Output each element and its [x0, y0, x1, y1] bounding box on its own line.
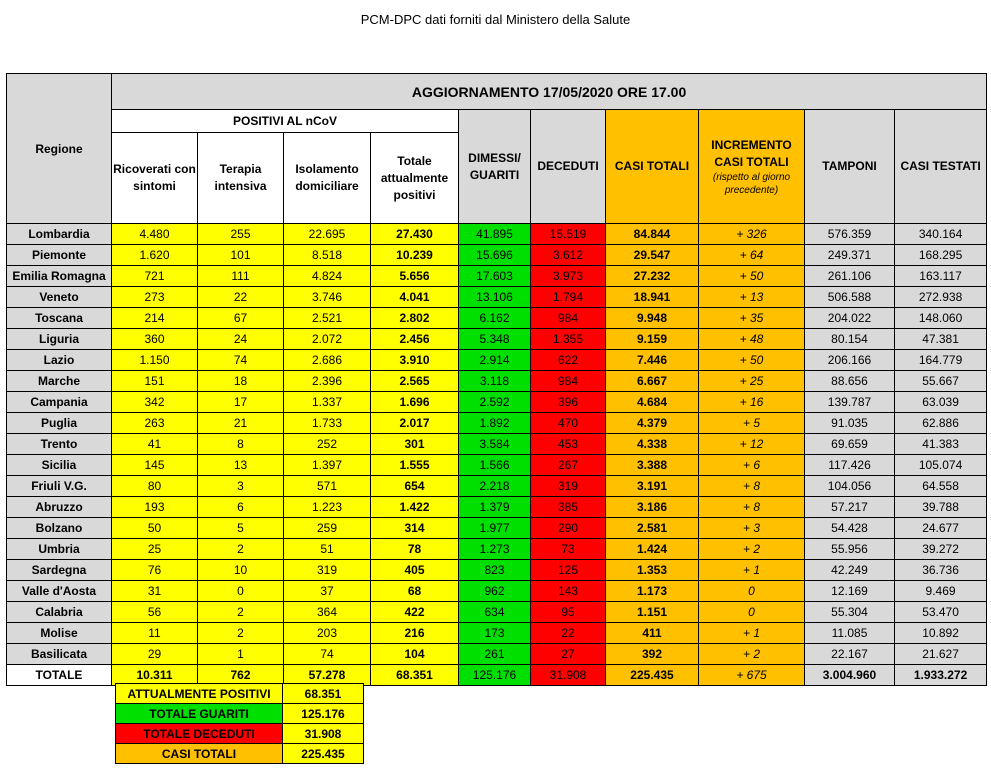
- cell-tamponi: 80.154: [805, 329, 895, 350]
- cell-dimessi: 962: [459, 581, 531, 602]
- cell-regione: Trento: [7, 434, 112, 455]
- cell-ricoverati: 4.480: [112, 224, 198, 245]
- cell-regione: Marche: [7, 371, 112, 392]
- table-row: [7, 476, 987, 497]
- cell-totale: 68.351: [371, 665, 459, 686]
- cell-incremento: + 13: [699, 287, 805, 308]
- cell-regione: Emilia Romagna: [7, 266, 112, 287]
- table-row: [7, 350, 987, 371]
- cell-terapia: 67: [198, 308, 284, 329]
- cell-incremento: + 50: [699, 350, 805, 371]
- cell-tamponi: 12.169: [805, 581, 895, 602]
- cell-testati: 164.779: [895, 350, 987, 371]
- summary-row: [116, 744, 364, 764]
- header-incremento-label: INCREMENTO CASI TOTALI: [711, 137, 792, 169]
- cell-deceduti: 125: [531, 560, 606, 581]
- cell-regione: Campania: [7, 392, 112, 413]
- cell-incremento: + 6: [699, 455, 805, 476]
- cell-terapia: 5: [198, 518, 284, 539]
- cell-ricoverati: 721: [112, 266, 198, 287]
- cell-tamponi: 139.787: [805, 392, 895, 413]
- cell-casi: 1.424: [606, 539, 699, 560]
- covid-data-table: [6, 73, 987, 686]
- table-row: [7, 497, 987, 518]
- cell-tamponi: 261.106: [805, 266, 895, 287]
- cell-tamponi: 55.956: [805, 539, 895, 560]
- cell-incremento: + 2: [699, 644, 805, 665]
- cell-tamponi: 11.085: [805, 623, 895, 644]
- cell-isolamento: 1.733: [284, 413, 371, 434]
- cell-casi: 84.844: [606, 224, 699, 245]
- cell-ricoverati: 11: [112, 623, 198, 644]
- cell-tamponi: 204.022: [805, 308, 895, 329]
- summary-row: [116, 704, 364, 724]
- cell-deceduti: 31.908: [531, 665, 606, 686]
- cell-casi: 9.159: [606, 329, 699, 350]
- cell-dimessi: 13.106: [459, 287, 531, 308]
- table-row: [7, 455, 987, 476]
- summary-label: TOTALE DECEDUTI: [116, 724, 283, 744]
- summary-value: 225.435: [283, 744, 364, 764]
- cell-tamponi: 88.656: [805, 371, 895, 392]
- cell-regione: Veneto: [7, 287, 112, 308]
- cell-incremento: + 12: [699, 434, 805, 455]
- cell-isolamento: 1.337: [284, 392, 371, 413]
- cell-testati: 105.074: [895, 455, 987, 476]
- cell-totale: 1.555: [371, 455, 459, 476]
- cell-testati: 36.736: [895, 560, 987, 581]
- cell-tamponi: 69.659: [805, 434, 895, 455]
- cell-incremento: + 1: [699, 560, 805, 581]
- cell-terapia: 0: [198, 581, 284, 602]
- cell-terapia: 10: [198, 560, 284, 581]
- header-incremento-note: (rispetto al giorno precedente): [712, 171, 791, 196]
- cell-deceduti: 1.794: [531, 287, 606, 308]
- cell-regione: Calabria: [7, 602, 112, 623]
- cell-casi: 7.446: [606, 350, 699, 371]
- cell-totale: 654: [371, 476, 459, 497]
- cell-tamponi: 42.249: [805, 560, 895, 581]
- cell-testati: 53.470: [895, 602, 987, 623]
- cell-totale: 10.239: [371, 245, 459, 266]
- header-totale-positivi: Totale attualmente positivi: [371, 133, 459, 224]
- cell-deceduti: 73: [531, 539, 606, 560]
- cell-casi: 6.667: [606, 371, 699, 392]
- cell-tamponi: 206.166: [805, 350, 895, 371]
- cell-terapia: 17: [198, 392, 284, 413]
- cell-terapia: 74: [198, 350, 284, 371]
- cell-totale: 27.430: [371, 224, 459, 245]
- header-ricoverati: Ricoverati con sintomi: [112, 133, 198, 224]
- cell-testati: 24.677: [895, 518, 987, 539]
- cell-incremento: 0: [699, 602, 805, 623]
- cell-testati: 62.886: [895, 413, 987, 434]
- cell-isolamento: 2.686: [284, 350, 371, 371]
- cell-incremento: + 2: [699, 539, 805, 560]
- cell-terapia: 762: [198, 665, 284, 686]
- cell-deceduti: 3.612: [531, 245, 606, 266]
- cell-terapia: 8: [198, 434, 284, 455]
- summary-row: [116, 684, 364, 704]
- cell-tamponi: 576.359: [805, 224, 895, 245]
- table-row: [7, 329, 987, 350]
- header-deceduti: DECEDUTI: [531, 110, 606, 224]
- cell-ricoverati: 263: [112, 413, 198, 434]
- cell-testati: 64.558: [895, 476, 987, 497]
- cell-terapia: 22: [198, 287, 284, 308]
- cell-testati: 47.381: [895, 329, 987, 350]
- cell-dimessi: 17.603: [459, 266, 531, 287]
- table-row: [7, 518, 987, 539]
- table-row: [7, 245, 987, 266]
- cell-incremento: + 8: [699, 476, 805, 497]
- cell-regione: Abruzzo: [7, 497, 112, 518]
- cell-casi: 1.173: [606, 581, 699, 602]
- cell-testati: 55.667: [895, 371, 987, 392]
- cell-dimessi: 3.584: [459, 434, 531, 455]
- cell-isolamento: 74: [284, 644, 371, 665]
- cell-totale: 422: [371, 602, 459, 623]
- summary-label: TOTALE GUARITI: [116, 704, 283, 724]
- cell-tamponi: 54.428: [805, 518, 895, 539]
- cell-dimessi: 634: [459, 602, 531, 623]
- cell-ricoverati: 1.620: [112, 245, 198, 266]
- cell-regione: Molise: [7, 623, 112, 644]
- cell-casi: 27.232: [606, 266, 699, 287]
- cell-dimessi: 3.118: [459, 371, 531, 392]
- cell-casi: 9.948: [606, 308, 699, 329]
- cell-deceduti: 984: [531, 308, 606, 329]
- cell-deceduti: 622: [531, 350, 606, 371]
- cell-regione: Umbria: [7, 539, 112, 560]
- cell-terapia: 101: [198, 245, 284, 266]
- cell-deceduti: 15.519: [531, 224, 606, 245]
- cell-testati: 39.788: [895, 497, 987, 518]
- cell-totale: 1.422: [371, 497, 459, 518]
- cell-ricoverati: 80: [112, 476, 198, 497]
- cell-isolamento: 571: [284, 476, 371, 497]
- cell-dimessi: 1.273: [459, 539, 531, 560]
- cell-tamponi: 104.056: [805, 476, 895, 497]
- cell-casi: 4.338: [606, 434, 699, 455]
- cell-deceduti: 319: [531, 476, 606, 497]
- cell-incremento: 0: [699, 581, 805, 602]
- cell-tamponi: 57.217: [805, 497, 895, 518]
- cell-casi: 2.581: [606, 518, 699, 539]
- table-row: [7, 434, 987, 455]
- header-casi-testati: CASI TESTATI: [895, 110, 987, 224]
- cell-dimessi: 125.176: [459, 665, 531, 686]
- cell-tamponi: 249.371: [805, 245, 895, 266]
- cell-regione: Lazio: [7, 350, 112, 371]
- cell-dimessi: 1.566: [459, 455, 531, 476]
- cell-dimessi: 261: [459, 644, 531, 665]
- cell-isolamento: 2.396: [284, 371, 371, 392]
- cell-deceduti: 290: [531, 518, 606, 539]
- header-incremento: [699, 110, 805, 224]
- cell-totale: 78: [371, 539, 459, 560]
- cell-casi: 3.388: [606, 455, 699, 476]
- cell-ricoverati: 76: [112, 560, 198, 581]
- table-row: [7, 392, 987, 413]
- cell-dimessi: 173: [459, 623, 531, 644]
- cell-ricoverati: 193: [112, 497, 198, 518]
- cell-tamponi: 91.035: [805, 413, 895, 434]
- cell-ricoverati: 273: [112, 287, 198, 308]
- cell-ricoverati: 31: [112, 581, 198, 602]
- cell-totale: 1.696: [371, 392, 459, 413]
- cell-totale: 314: [371, 518, 459, 539]
- header-dimessi: DIMESSI/ GUARITI: [459, 110, 531, 224]
- cell-regione: Toscana: [7, 308, 112, 329]
- cell-isolamento: 51: [284, 539, 371, 560]
- cell-isolamento: 37: [284, 581, 371, 602]
- cell-incremento: + 48: [699, 329, 805, 350]
- cell-ricoverati: 360: [112, 329, 198, 350]
- cell-regione: Sardegna: [7, 560, 112, 581]
- cell-deceduti: 95: [531, 602, 606, 623]
- cell-terapia: 111: [198, 266, 284, 287]
- cell-terapia: 1: [198, 644, 284, 665]
- cell-incremento: + 675: [699, 665, 805, 686]
- cell-isolamento: 319: [284, 560, 371, 581]
- cell-tamponi: 506.588: [805, 287, 895, 308]
- cell-regione: Basilicata: [7, 644, 112, 665]
- cell-testati: 63.039: [895, 392, 987, 413]
- cell-dimessi: 2.914: [459, 350, 531, 371]
- table-row: [7, 308, 987, 329]
- cell-incremento: + 16: [699, 392, 805, 413]
- cell-testati: 9.469: [895, 581, 987, 602]
- cell-regione: Puglia: [7, 413, 112, 434]
- header-isolamento: Isolamento domiciliare: [284, 133, 371, 224]
- cell-terapia: 2: [198, 539, 284, 560]
- cell-ricoverati: 145: [112, 455, 198, 476]
- cell-deceduti: 3.973: [531, 266, 606, 287]
- cell-dimessi: 2.592: [459, 392, 531, 413]
- cell-deceduti: 1.355: [531, 329, 606, 350]
- cell-terapia: 255: [198, 224, 284, 245]
- cell-incremento: + 35: [699, 308, 805, 329]
- cell-casi: 18.941: [606, 287, 699, 308]
- cell-isolamento: 1.223: [284, 497, 371, 518]
- cell-dimessi: 2.218: [459, 476, 531, 497]
- cell-totale: 3.910: [371, 350, 459, 371]
- cell-incremento: + 8: [699, 497, 805, 518]
- cell-terapia: 21: [198, 413, 284, 434]
- cell-isolamento: 3.746: [284, 287, 371, 308]
- cell-isolamento: 2.521: [284, 308, 371, 329]
- cell-testati: 39.272: [895, 539, 987, 560]
- summary-value: 68.351: [283, 684, 364, 704]
- cell-casi: 1.151: [606, 602, 699, 623]
- cell-deceduti: 27: [531, 644, 606, 665]
- table-row: [7, 581, 987, 602]
- cell-casi: 3.186: [606, 497, 699, 518]
- cell-casi: 29.547: [606, 245, 699, 266]
- table-row: [7, 602, 987, 623]
- header-casi-totali: CASI TOTALI: [606, 110, 699, 224]
- cell-dimessi: 41.895: [459, 224, 531, 245]
- cell-casi: 4.684: [606, 392, 699, 413]
- cell-incremento: + 326: [699, 224, 805, 245]
- cell-terapia: 24: [198, 329, 284, 350]
- cell-testati: 148.060: [895, 308, 987, 329]
- summary-label: CASI TOTALI: [116, 744, 283, 764]
- cell-isolamento: 4.824: [284, 266, 371, 287]
- cell-testati: 10.892: [895, 623, 987, 644]
- cell-deceduti: 385: [531, 497, 606, 518]
- cell-totale: 104: [371, 644, 459, 665]
- cell-regione: Liguria: [7, 329, 112, 350]
- table-row: [7, 266, 987, 287]
- cell-terapia: 18: [198, 371, 284, 392]
- table-row: [7, 560, 987, 581]
- cell-deceduti: 267: [531, 455, 606, 476]
- table-row: [7, 224, 987, 245]
- cell-testati: 272.938: [895, 287, 987, 308]
- cell-ricoverati: 41: [112, 434, 198, 455]
- cell-regione: Piemonte: [7, 245, 112, 266]
- cell-testati: 340.164: [895, 224, 987, 245]
- summary-label: ATTUALMENTE POSITIVI: [116, 684, 283, 704]
- cell-terapia: 2: [198, 623, 284, 644]
- cell-isolamento: 2.072: [284, 329, 371, 350]
- cell-ricoverati: 342: [112, 392, 198, 413]
- cell-totale: 4.041: [371, 287, 459, 308]
- cell-totale: 2.802: [371, 308, 459, 329]
- table-row: [7, 539, 987, 560]
- cell-incremento: + 5: [699, 413, 805, 434]
- cell-incremento: + 25: [699, 371, 805, 392]
- cell-ricoverati: 10.311: [112, 665, 198, 686]
- cell-casi: 225.435: [606, 665, 699, 686]
- cell-deceduti: 396: [531, 392, 606, 413]
- cell-totale: 2.456: [371, 329, 459, 350]
- cell-incremento: + 1: [699, 623, 805, 644]
- cell-ricoverati: 29: [112, 644, 198, 665]
- cell-tamponi: 117.426: [805, 455, 895, 476]
- cell-isolamento: 252: [284, 434, 371, 455]
- cell-tamponi: 22.167: [805, 644, 895, 665]
- cell-testati: 1.933.272: [895, 665, 987, 686]
- cell-casi: 3.191: [606, 476, 699, 497]
- cell-terapia: 3: [198, 476, 284, 497]
- table-row: [7, 371, 987, 392]
- cell-dimessi: 6.162: [459, 308, 531, 329]
- cell-testati: 163.117: [895, 266, 987, 287]
- cell-dimessi: 15.696: [459, 245, 531, 266]
- summary-value: 31.908: [283, 724, 364, 744]
- cell-ricoverati: 214: [112, 308, 198, 329]
- cell-dimessi: 1.977: [459, 518, 531, 539]
- cell-deceduti: 453: [531, 434, 606, 455]
- cell-regione: Lombardia: [7, 224, 112, 245]
- cell-isolamento: 259: [284, 518, 371, 539]
- summary-value: 125.176: [283, 704, 364, 724]
- cell-dimessi: 1.892: [459, 413, 531, 434]
- cell-isolamento: 203: [284, 623, 371, 644]
- cell-dimessi: 1.379: [459, 497, 531, 518]
- cell-totale: 5.656: [371, 266, 459, 287]
- header-tamponi: TAMPONI: [805, 110, 895, 224]
- cell-ricoverati: 25: [112, 539, 198, 560]
- cell-deceduti: 984: [531, 371, 606, 392]
- header-positivi-group: POSITIVI AL nCoV: [112, 110, 459, 133]
- cell-casi: 411: [606, 623, 699, 644]
- cell-terapia: 2: [198, 602, 284, 623]
- header-regione: Regione: [7, 74, 112, 224]
- cell-incremento: + 64: [699, 245, 805, 266]
- summary-row: [116, 724, 364, 744]
- cell-casi: 1.353: [606, 560, 699, 581]
- cell-isolamento: 57.278: [284, 665, 371, 686]
- cell-ricoverati: 50: [112, 518, 198, 539]
- cell-ricoverati: 1.150: [112, 350, 198, 371]
- cell-totale: 405: [371, 560, 459, 581]
- cell-regione: Sicilia: [7, 455, 112, 476]
- cell-isolamento: 22.695: [284, 224, 371, 245]
- cell-isolamento: 1.397: [284, 455, 371, 476]
- cell-regione: Friuli V.G.: [7, 476, 112, 497]
- cell-casi: 392: [606, 644, 699, 665]
- cell-testati: 41.383: [895, 434, 987, 455]
- summary-table: [115, 683, 364, 764]
- header-terapia: Terapia intensiva: [198, 133, 284, 224]
- cell-incremento: + 50: [699, 266, 805, 287]
- header-update: AGGIORNAMENTO 17/05/2020 ORE 17.00: [112, 74, 987, 110]
- cell-totale: 2.017: [371, 413, 459, 434]
- table-row: [7, 623, 987, 644]
- cell-totale: 216: [371, 623, 459, 644]
- table-row: [7, 287, 987, 308]
- cell-deceduti: 22: [531, 623, 606, 644]
- cell-isolamento: 8.518: [284, 245, 371, 266]
- cell-testati: 168.295: [895, 245, 987, 266]
- table-row: [7, 413, 987, 434]
- cell-testati: 21.627: [895, 644, 987, 665]
- cell-tamponi: 3.004.960: [805, 665, 895, 686]
- cell-isolamento: 364: [284, 602, 371, 623]
- cell-regione: Bolzano: [7, 518, 112, 539]
- cell-casi: 4.379: [606, 413, 699, 434]
- cell-terapia: 6: [198, 497, 284, 518]
- cell-tamponi: 55.304: [805, 602, 895, 623]
- table-row: [7, 644, 987, 665]
- cell-totale: 2.565: [371, 371, 459, 392]
- page-caption: PCM-DPC dati forniti dal Ministero della Salute: [360, 12, 631, 27]
- cell-deceduti: 470: [531, 413, 606, 434]
- cell-totale: 301: [371, 434, 459, 455]
- cell-dimessi: 823: [459, 560, 531, 581]
- cell-totale: 68: [371, 581, 459, 602]
- cell-regione: TOTALE: [7, 665, 112, 686]
- cell-regione: Valle d'Aosta: [7, 581, 112, 602]
- table-body: [7, 224, 987, 686]
- cell-incremento: + 3: [699, 518, 805, 539]
- cell-deceduti: 143: [531, 581, 606, 602]
- cell-dimessi: 5.348: [459, 329, 531, 350]
- cell-terapia: 13: [198, 455, 284, 476]
- cell-ricoverati: 56: [112, 602, 198, 623]
- cell-ricoverati: 151: [112, 371, 198, 392]
